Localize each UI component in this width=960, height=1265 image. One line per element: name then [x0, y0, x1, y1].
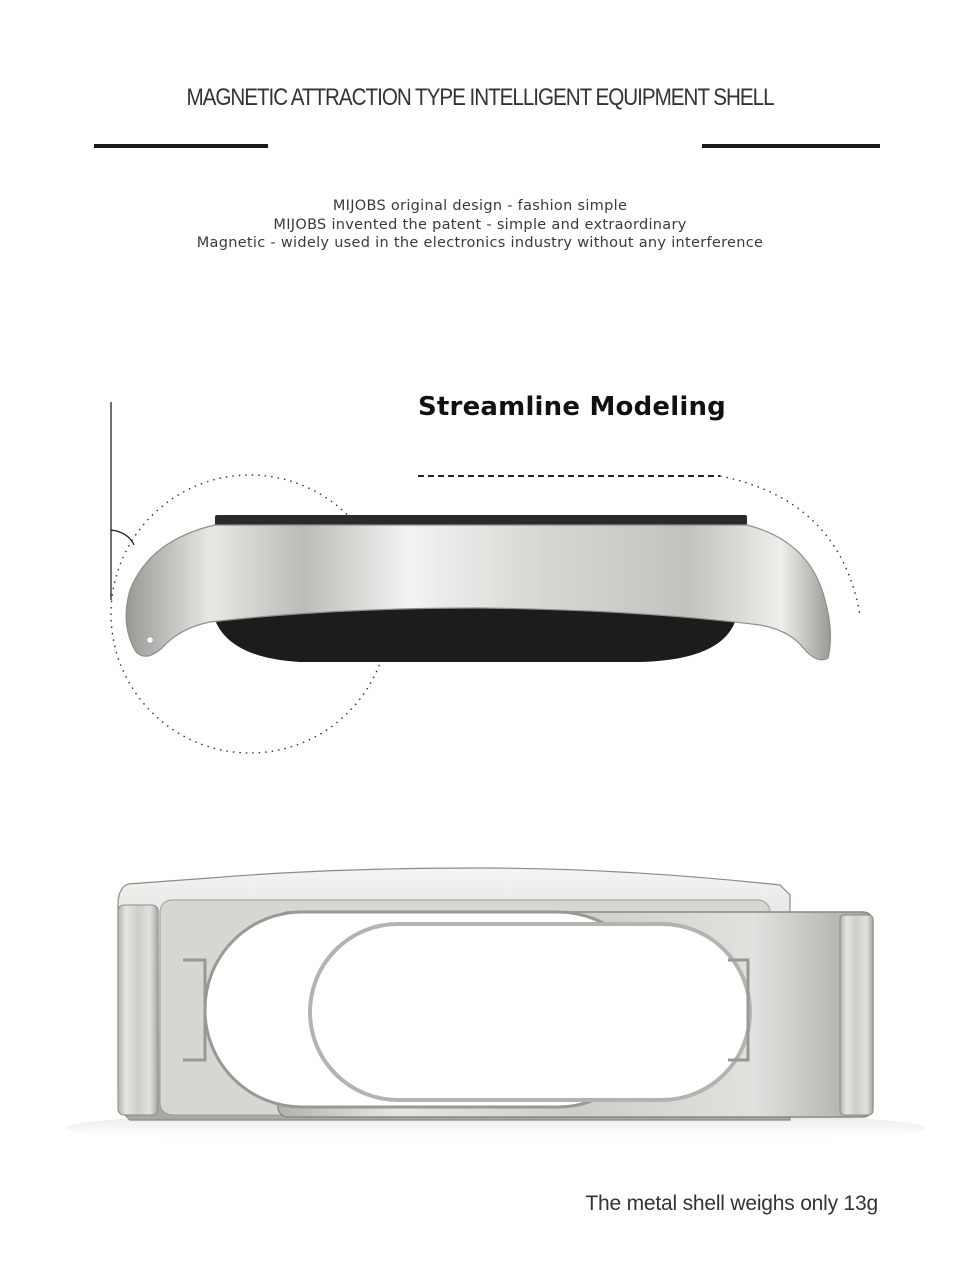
front-oval-opening: [310, 924, 750, 1100]
shell-side-view: [111, 402, 860, 753]
right-lug: [840, 915, 873, 1115]
tagline-2: MIJOBS invented the patent - simple and extraordinary: [273, 217, 687, 233]
tagline-3: Magnetic - widely used in the electronics industry without any interference: [196, 235, 764, 251]
shell-front-view: [65, 868, 925, 1146]
weight-caption: The metal shell weighs only 13g: [585, 1192, 878, 1215]
tagline-1: MIJOBS original design - fashion simple: [332, 198, 628, 214]
page-title: MAGNETIC ATTRACTION TYPE INTELLIGENT EQUIPMENT SHELL: [186, 84, 774, 111]
shell-pin-dot: [147, 637, 153, 643]
feature-label: Streamline Modeling: [418, 392, 726, 422]
guide-arc: [111, 530, 134, 545]
left-lug: [118, 905, 158, 1115]
